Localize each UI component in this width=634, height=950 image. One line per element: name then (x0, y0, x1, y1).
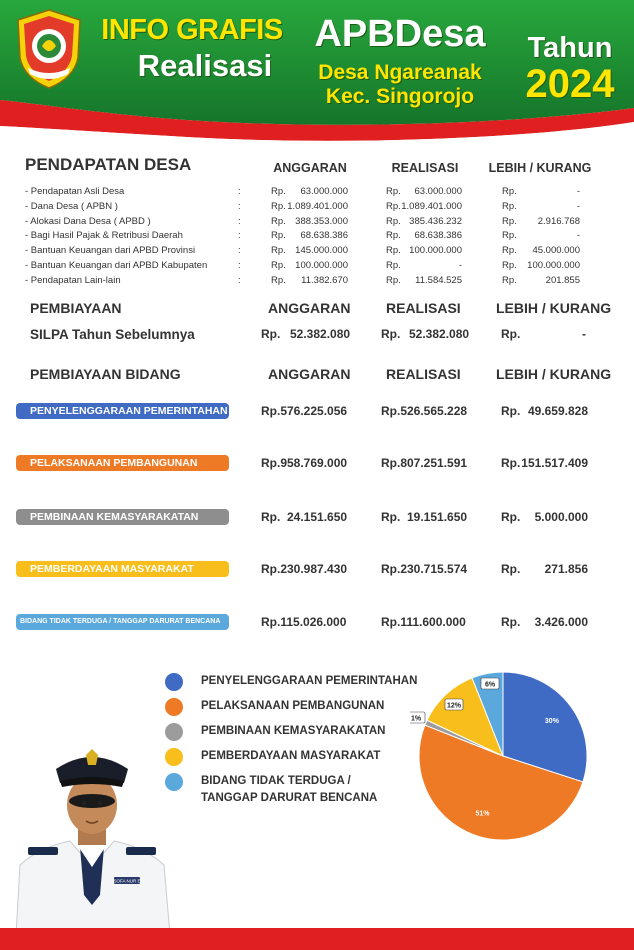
pie-data-label (474, 807, 492, 818)
pendapatan-row-rp-selisih: Rp. (502, 186, 517, 197)
pie-chart (410, 665, 610, 855)
bidang-rp-selisih: Rp. (501, 456, 521, 470)
pendapatan-row-anggaran: 11.382.670 (301, 274, 348, 286)
svg-text:30%: 30% (544, 717, 559, 725)
legend-label: PENYELENGGARAAN PEMERINTAHAN (201, 675, 418, 687)
pie-data-label (410, 712, 425, 723)
bidang-title: PEMBIAYAAN BIDANG (30, 366, 181, 382)
pendapatan-row-rp-selisih: Rp. (502, 245, 517, 257)
pendapatan-row-rp-anggaran: Rp. (271, 200, 286, 212)
info-grafis-title: INFO GRAFIS (101, 14, 283, 46)
bidang-label-pill: PEMBERDAYAAN MASYARAKAT (16, 561, 229, 577)
pembiayaan-col-realisasi: REALISASI (386, 300, 461, 316)
bidang-label-pill: BIDANG TIDAK TERDUGA / TANGGAP DARURAT BENCANA (16, 614, 229, 630)
legend-label: BIDANG TIDAK TERDUGA / (201, 775, 351, 787)
legend-label: PEMBERDAYAAN MASYARAKAT (201, 750, 381, 762)
pendapatan-row-rp-realisasi: Rp. (386, 200, 401, 212)
bidang-realisasi: Rp.807.251.591 (381, 456, 468, 470)
kendal-emblem-icon (14, 8, 84, 90)
pendapatan-row-label: - Bantuan Keuangan dari APBD Kabupaten (25, 260, 208, 271)
pendapatan-row-realisasi: 63.000.000 (414, 186, 462, 197)
pendapatan-row-selisih: 45.000.000 (532, 245, 580, 257)
bidang-anggaran: Rp.115.026.000 (261, 615, 347, 629)
pendapatan-row-colon: : (238, 260, 241, 271)
legend-label-line2: TANGGAP DARURAT BENCANA (201, 792, 378, 804)
pendapatan-row-rp-anggaran: Rp. (271, 230, 286, 242)
pendapatan-row-selisih: - (576, 230, 580, 242)
pendapatan-row-selisih: - (576, 186, 580, 197)
pendapatan-row-rp-selisih: Rp. (502, 215, 517, 227)
silpa-rp-selisih: Rp. (501, 327, 521, 341)
bidang-selisih: 151.517.409 (521, 456, 588, 470)
svg-text:6%: 6% (484, 681, 496, 689)
bidang-label-pill: PEMBINAAN KEMASYARAKATAN (16, 509, 229, 525)
bidang-selisih: 271.856 (544, 562, 588, 576)
pendapatan-title: PENDAPATAN DESA (25, 155, 192, 174)
silpa-realisasi: 52.382.080 (409, 327, 470, 341)
bidang-col-lebih-kurang: LEBIH / KURANG (496, 366, 612, 382)
pendapatan-row-anggaran: 145.000.000 (295, 245, 348, 257)
pembiayaan-col-lebih-kurang: LEBIH / KURANG (496, 300, 612, 316)
pendapatan-row-label: - Bantuan Keuangan dari APBD Provinsi (25, 245, 196, 257)
svg-text:1%: 1% (410, 715, 422, 723)
bidang-realisasi: Rp.526.565.228 (381, 404, 468, 418)
silpa-rp-anggaran: Rp. (261, 327, 281, 341)
bidang-col-anggaran: ANGGARAN (268, 366, 351, 382)
pendapatan-row-anggaran: 63.000.000 (300, 186, 348, 197)
pendapatan-row-realisasi: 385.436.232 (409, 215, 462, 227)
pendapatan-row-realisasi: 68.638.386 (414, 230, 462, 242)
footer-bar (0, 928, 634, 950)
realisasi-title: Realisasi (137, 48, 273, 83)
pendapatan-row-rp-realisasi: Rp. (386, 274, 401, 286)
silpa-anggaran: 52.382.080 (290, 327, 351, 341)
legend-label: PEMBINAAN KEMASYARAKATAN (201, 725, 386, 737)
bidang-label-pill: PELAKSANAAN PEMBANGUNAN (16, 455, 229, 471)
official-portrait-icon (10, 735, 175, 935)
pendapatan-row-label: - Pendapatan Lain-lain (25, 274, 121, 286)
pendapatan-row-realisasi: 1.089.401.000 (401, 200, 462, 212)
pie-data-label (445, 699, 463, 710)
silpa-label: SILPA Tahun Sebelumnya (30, 327, 195, 342)
bidang-selisih: 3.426.000 (534, 615, 588, 629)
svg-text:51%: 51% (475, 810, 490, 818)
pie-data-label (543, 714, 561, 725)
pendapatan-row-rp-anggaran: Rp. (271, 260, 286, 271)
pendapatan-col-lebih-kurang: LEBIH / KURANG (488, 161, 592, 175)
bidang-rp-selisih: Rp. (501, 510, 521, 524)
bidang-realisasi: Rp.111.600.000 (381, 615, 466, 629)
name-tag: SOFA NUR E (113, 878, 141, 884)
pendapatan-row-rp-realisasi: Rp. (386, 215, 401, 227)
pendapatan-row-rp-realisasi: Rp. (386, 230, 401, 242)
silpa-selisih: - (582, 327, 586, 341)
bidang-anggaran: Rp.576.225.056 (261, 404, 348, 418)
svg-text:12%: 12% (446, 702, 462, 710)
bidang-selisih: 5.000.000 (534, 510, 588, 524)
bidang-rp-selisih: Rp. (501, 404, 521, 418)
bidang-anggaran: Rp.230.987.430 (261, 562, 348, 576)
pembiayaan-title: PEMBIAYAAN (30, 300, 122, 316)
pendapatan-row-colon: : (238, 186, 241, 197)
kecamatan-name: Kec. Singorojo (325, 85, 475, 108)
legend-swatch-icon (165, 698, 183, 716)
bidang-anggaran: Rp. 24.151.650 (261, 510, 348, 524)
tahun-label: Tahun (527, 32, 613, 64)
pendapatan-row-selisih: 201.855 (545, 274, 580, 286)
bidang-rp-selisih: Rp. (501, 562, 521, 576)
pendapatan-row-rp-selisih: Rp. (502, 260, 517, 271)
pendapatan-row-rp-selisih: Rp. (502, 230, 517, 242)
bidang-rp-selisih: Rp. (501, 615, 521, 629)
pendapatan-row-rp-anggaran: Rp. (271, 245, 286, 257)
pendapatan-row-realisasi: 11.584.525 (415, 274, 462, 286)
legend-swatch-icon (165, 673, 183, 691)
pendapatan-row-rp-realisasi: Rp. (386, 260, 401, 271)
pendapatan-row-colon: : (238, 215, 241, 227)
pendapatan-row-rp-realisasi: Rp. (386, 186, 401, 197)
pendapatan-row-colon: : (238, 200, 241, 212)
pendapatan-row-anggaran: 388.353.000 (295, 215, 348, 227)
pendapatan-row-label: - Pendapatan Asli Desa (25, 186, 125, 197)
pendapatan-row-anggaran: 100.000.000 (295, 260, 348, 271)
bidang-realisasi: Rp. 19.151.650 (381, 510, 468, 524)
pendapatan-row-label: - Dana Desa ( APBN ) (25, 200, 118, 212)
bidang-label-pill: PENYELENGGARAAN PEMERINTAHAN (16, 403, 229, 419)
pendapatan-row-rp-realisasi: Rp. (386, 245, 401, 257)
pendapatan-row-anggaran: 1.089.401.000 (287, 200, 348, 212)
pendapatan-row-selisih: 100.000.000 (527, 260, 580, 271)
legend-label: PELAKSANAAN PEMBANGUNAN (201, 700, 385, 712)
silpa-rp-realisasi: Rp. (381, 327, 401, 341)
bidang-selisih: 49.659.828 (527, 404, 588, 418)
tahun-year: 2024 (525, 62, 615, 106)
pendapatan-row-rp-selisih: Rp. (502, 200, 517, 212)
apbdesa-title: APBDesa (314, 13, 486, 55)
bidang-col-realisasi: REALISASI (386, 366, 461, 382)
pendapatan-row-label: - Alokasi Dana Desa ( APBD ) (25, 215, 151, 227)
pendapatan-row-colon: : (238, 274, 241, 286)
pendapatan-col-realisasi: REALISASI (391, 161, 459, 175)
pendapatan-col-anggaran: ANGGARAN (273, 161, 347, 175)
pendapatan-row-selisih: 2.916.768 (537, 215, 580, 227)
pendapatan-row-rp-anggaran: Rp. (271, 186, 286, 197)
pendapatan-row-anggaran: 68.638.386 (300, 230, 348, 242)
bidang-anggaran: Rp.958.769.000 (261, 456, 348, 470)
pembiayaan-col-anggaran: ANGGARAN (268, 300, 351, 316)
pendapatan-row-rp-anggaran: Rp. (271, 215, 286, 227)
pendapatan-row-label: - Bagi Hasil Pajak & Retribusi Daerah (25, 230, 183, 242)
pendapatan-row-rp-selisih: Rp. (502, 274, 517, 286)
pendapatan-row-selisih: - (576, 200, 580, 212)
pendapatan-row-realisasi: - (458, 260, 462, 271)
pendapatan-row-colon: : (238, 230, 241, 242)
desa-name: Desa Ngareanak (318, 61, 482, 84)
pendapatan-row-realisasi: 100.000.000 (409, 245, 462, 257)
pendapatan-row-rp-anggaran: Rp. (271, 274, 286, 286)
pie-data-label (481, 678, 499, 689)
bidang-realisasi: Rp.230.715.574 (381, 562, 468, 576)
pendapatan-row-colon: : (238, 245, 241, 257)
